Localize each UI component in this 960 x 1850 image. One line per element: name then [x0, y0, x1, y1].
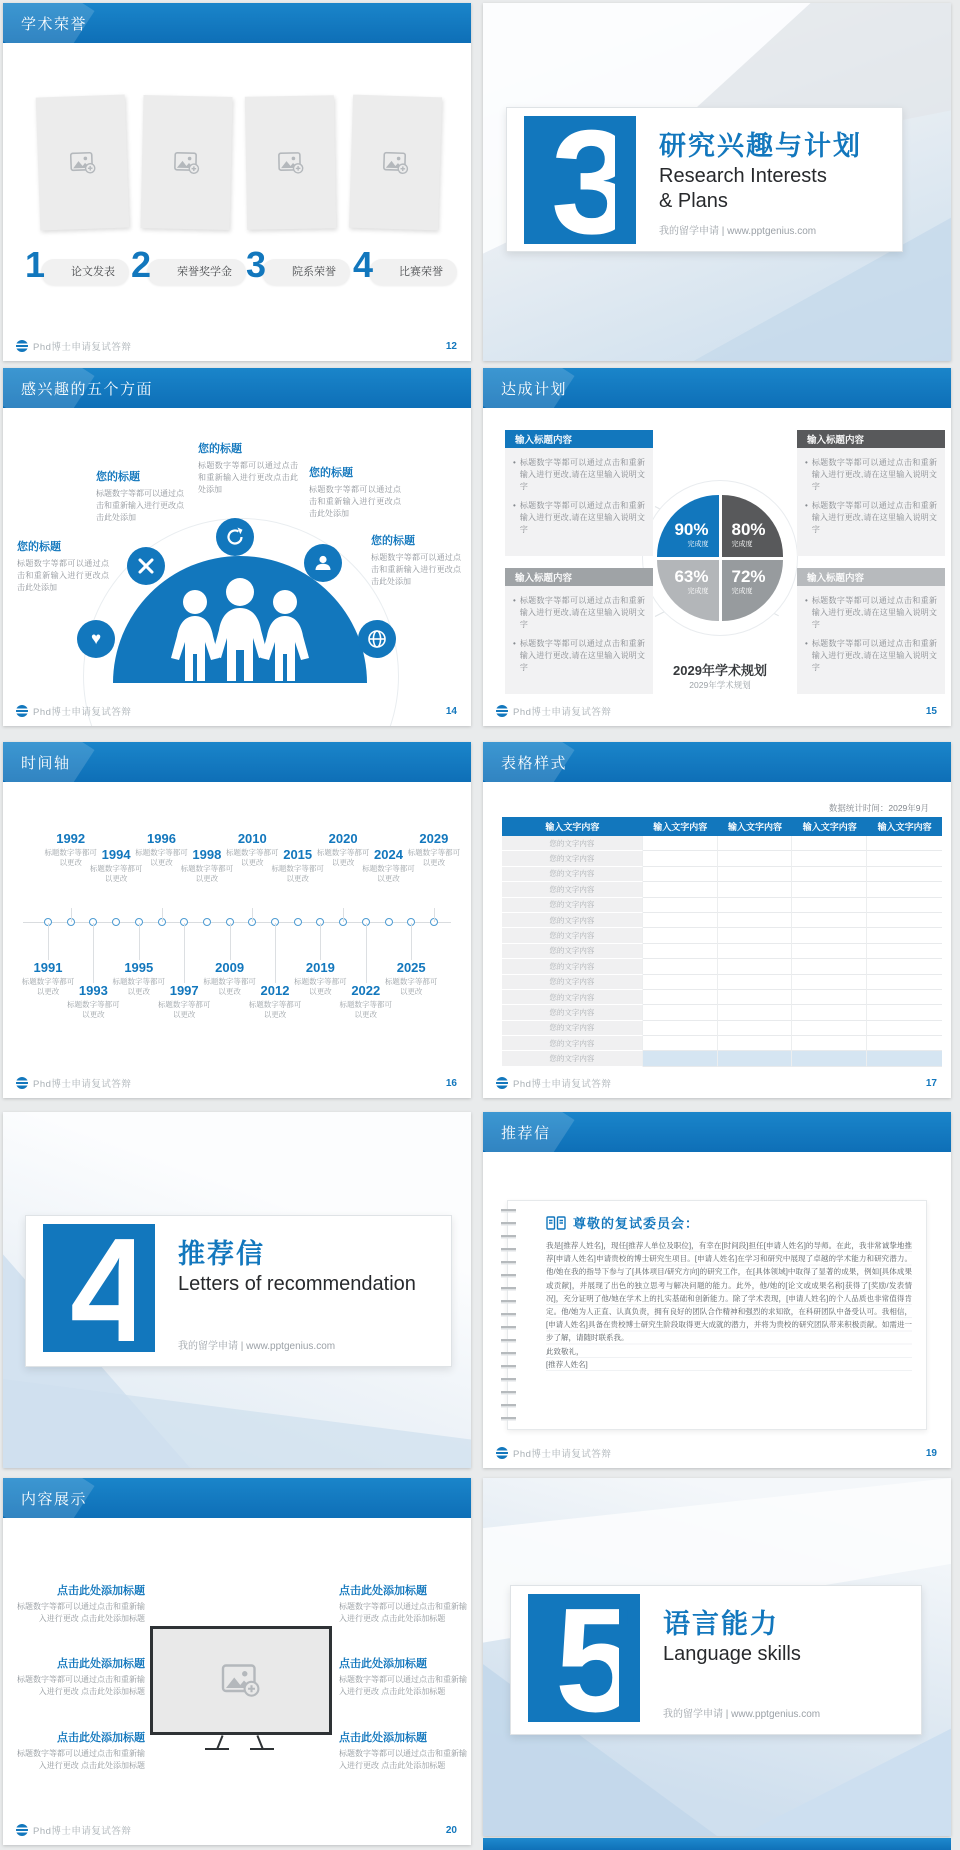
timeline-year: 2020 [328, 831, 358, 846]
timeline-caption: 标题数字等都可以更改 [180, 864, 234, 883]
slide-header-bar [483, 368, 951, 408]
aspect-block [309, 464, 401, 520]
section-title-en: Research Interests & Plans [659, 165, 827, 212]
table-cell [643, 944, 718, 959]
page-number: 20 [445, 1824, 457, 1836]
table-cell [643, 913, 718, 928]
table-cell [867, 851, 942, 866]
slide-header-bar [483, 1112, 951, 1152]
timeline-year: 1997 [169, 983, 199, 998]
plan-box-header: 输入标题内容 [797, 430, 945, 448]
slide-title: 内容展示 [21, 1490, 88, 1508]
table-cell [792, 959, 867, 974]
footer-brand: Phd博士申请复试答辩 [33, 1826, 132, 1837]
section-number: 3 [551, 100, 634, 265]
table-cell [792, 975, 867, 990]
slide-title: 感兴趣的五个方面 [21, 380, 154, 398]
table-row [502, 1051, 942, 1066]
table-cell [867, 959, 942, 974]
table-row [502, 1021, 942, 1036]
timeline-year: 2025 [396, 960, 426, 975]
timeline-caption: 标题数字等都可以更改 [362, 864, 415, 883]
timeline-year: 1994 [101, 847, 131, 862]
section-banner [25, 1208, 452, 1373]
section-banner [506, 100, 903, 265]
plan-box [505, 430, 653, 556]
plan-subcaption: 2029年学术规划 [689, 680, 751, 690]
table-cell [718, 1036, 793, 1051]
table-row [502, 928, 942, 943]
table-row [502, 882, 942, 897]
table-cell [718, 851, 793, 866]
table-cell-label: 您的文字内容 [502, 990, 643, 1005]
table-cell [718, 928, 793, 943]
brand-logo-icon [496, 1077, 508, 1089]
table-cell [718, 898, 793, 913]
section-title-en: Letters of recommendation [178, 1273, 416, 1295]
table-cell [643, 836, 718, 851]
section-title-cn: 研究兴趣与计划 [659, 131, 862, 161]
aspect-block [198, 440, 298, 496]
table-cell [718, 836, 793, 851]
aspect-title: 您的标题 [309, 467, 353, 479]
letter-body: 我是[推荐人姓名]，现任[推荐人单位及职位]，有幸在[时间段]担任[申请人姓名]的导师。在此，我非常诚挚地推荐[申请人姓名]申请贵校的博士研究生项目。[申请人姓名]在学习和研究中展现了卓越的学术能力和研究潜力。他/她在我的指导下参与了[具体项目/研究方向]的研究工作，在[具体领域]中取得了显著的成果，例如[具体成果或贡献]，并展现了出色的独立思考与解决问题的能力。此外，他/她的[论文或成果名称]获得了[奖励/发表情况]，充分证明了他/她在学术上的扎实基础和创新能力。除了学术表现，[申请人姓名]的个人品质也非常值得肯定。他/她为人正直、认真负责，拥有良好的团队合作精神和强烈的求知欲，在科研团队中备受认可。我相信，[申请人姓名]具备在贵校博士研究生阶段取得更大成就的潜力，并将为贵校的研究团队带来积极贡献。如需进一步了解，请随时联系我。 [546, 1241, 912, 1343]
footer-brand: Phd博士申请复试答辩 [513, 1079, 612, 1090]
photo-placeholder [245, 95, 336, 230]
table-row [502, 990, 942, 1005]
table-cell [867, 975, 942, 990]
timeline-caption: 标题数字等都可以更改 [112, 977, 166, 996]
slide-thumb-plan[interactable] [483, 368, 951, 726]
content-block: 点击此处添加标题 标题数字等都可以通过点击和重新输入进行更改 点击此处添加标题 [17, 1658, 145, 1696]
slide-footer [496, 1446, 937, 1460]
slide-title: 推荐信 [501, 1124, 551, 1142]
timeline-connector [366, 923, 367, 983]
aspect-block [17, 538, 109, 594]
add-image-icon [382, 151, 409, 174]
footer-brand: Phd博士申请复试答辩 [33, 342, 132, 353]
slide-footer [16, 1076, 457, 1090]
page-number: 15 [925, 705, 937, 717]
aspect-block [96, 468, 184, 524]
data-table [502, 817, 942, 1067]
section-number: 5 [555, 1578, 638, 1743]
brand-logo-icon [496, 1447, 508, 1459]
book-icon [546, 1216, 566, 1230]
table-cell-label: 您的文字内容 [502, 1005, 643, 1020]
table-cell [792, 867, 867, 882]
timeline-connector [320, 923, 321, 960]
honor-number: 3 [246, 244, 267, 285]
table-row [502, 1036, 942, 1051]
timeline-caption: 标题数字等都可以更改 [248, 1000, 302, 1019]
tv-stand [216, 1735, 223, 1749]
table-cell [718, 867, 793, 882]
timeline-year: 2009 [215, 960, 245, 975]
aspect-body: 标题数字等都可以通过点击和重新输入进行更改点击此处添加 [198, 461, 298, 494]
completion-pie [657, 495, 783, 621]
pie-slice: 72% 完成度 [722, 560, 784, 622]
brand-logo-icon [16, 1824, 28, 1836]
slide-title: 学术荣誉 [21, 15, 88, 33]
table-cell [643, 990, 718, 1005]
honor-number: 1 [25, 244, 46, 285]
refresh-icon [216, 518, 254, 556]
table-cell [643, 867, 718, 882]
honor-label: 论文发表 [41, 259, 129, 285]
timeline-canvas [3, 782, 471, 1098]
footer-brand: Phd博士申请复试答辩 [513, 707, 612, 718]
timeline-dot [294, 918, 302, 926]
timeline-connector [139, 923, 140, 960]
timeline-item [382, 961, 440, 996]
timeline-year: 2022 [351, 983, 381, 998]
plan-box-header: 输入标题内容 [505, 430, 653, 448]
timeline-connector [162, 908, 163, 922]
section-title-en: Language skills [663, 1643, 801, 1665]
aspect-title: 您的标题 [96, 471, 140, 483]
slide-footer [16, 1823, 457, 1837]
timeline-caption: 标题数字等都可以更改 [67, 1000, 120, 1019]
plan-box-body: • 标题数字等都可以通过点击和重新输入进行更改,请在这里输入说明文字 • 标题数字等都可以通过点击和重新输入进行更改,请在这里输入说明文字 [505, 586, 653, 694]
brand-logo-icon [496, 705, 508, 717]
page-number: 16 [445, 1077, 457, 1089]
table-cell [867, 944, 942, 959]
pie-slice: 90% 完成度 [657, 495, 719, 557]
timeline-caption: 标题数字等都可以更改 [316, 848, 370, 867]
table-row [502, 959, 942, 974]
add-image-icon [221, 1664, 261, 1697]
table-cell-label: 您的文字内容 [502, 1036, 643, 1051]
slide-title: 表格样式 [501, 754, 568, 772]
table-cell-label: 您的文字内容 [502, 898, 643, 913]
team-people-icon [155, 574, 325, 682]
tv-stand [205, 1748, 229, 1750]
timeline-year: 2024 [374, 847, 403, 862]
timeline-year: 2010 [237, 831, 267, 846]
aspect-body: 标题数字等都可以通过点击和重新输入进行更改点击此处添加 [371, 553, 461, 586]
table-cell [867, 1005, 942, 1020]
slide-thumb-timeline[interactable] [3, 742, 471, 1098]
aspect-title: 您的标题 [371, 535, 415, 547]
table-cell [718, 975, 793, 990]
slide-title: 达成计划 [501, 380, 568, 398]
table-cell [643, 1021, 718, 1036]
letter-signature: [推荐人姓名] [546, 1359, 588, 1369]
honor-label: 院系荣誉 [262, 259, 350, 285]
timeline-dot [203, 918, 211, 926]
table-cell [792, 898, 867, 913]
table-cell [718, 959, 793, 974]
photo-placeholder [141, 95, 233, 230]
table-cell [867, 836, 942, 851]
timeline-year: 2012 [260, 983, 290, 998]
timeline-caption: 标题数字等都可以更改 [135, 848, 188, 867]
aspect-title: 您的标题 [198, 443, 242, 455]
next-slide-header-peek [483, 1838, 951, 1850]
table-cell [718, 882, 793, 897]
section-tagline: 我的留学申请 | www.pptgenius.com [178, 1341, 336, 1352]
timeline-caption: 标题数字等都可以更改 [226, 848, 279, 867]
letter-heading [546, 1213, 699, 1232]
timeline-caption: 标题数字等都可以更改 [271, 864, 324, 883]
table-cell [718, 1021, 793, 1036]
table-cell-label: 您的文字内容 [502, 959, 643, 974]
aspect-body: 标题数字等都可以通过点击和重新输入进行更改点击此处添加 [309, 485, 401, 518]
table-cell [643, 975, 718, 990]
table-cell [792, 1051, 867, 1066]
table-cell [718, 1051, 793, 1066]
plan-box-header: 输入标题内容 [797, 568, 945, 586]
letter-closing: 此致敬礼， [546, 1346, 584, 1356]
slide-header-bar [483, 742, 951, 782]
content-block: 点击此处添加标题 标题数字等都可以通过点击和重新输入进行更改 点击此处添加标题 [339, 1658, 467, 1696]
page-number: 17 [925, 1077, 937, 1089]
table-row [502, 836, 942, 851]
tools-icon [127, 547, 165, 585]
slide-header-bar [3, 1478, 471, 1518]
table-row [502, 944, 942, 959]
timeline-dot [112, 918, 120, 926]
heart-icon: ♥ [77, 620, 115, 658]
table-cell [792, 990, 867, 1005]
timeline-caption: 标题数字等都可以更改 [407, 848, 461, 867]
slide-header-bar [3, 3, 471, 43]
table-cell [643, 959, 718, 974]
section-tagline: 我的留学申请 | www.pptgenius.com [659, 226, 817, 237]
timeline-year: 1995 [124, 960, 154, 975]
table-cell [643, 1036, 718, 1051]
aspect-body: 标题数字等都可以通过点击和重新输入进行更改点击此处添加 [17, 559, 109, 592]
table-row [502, 867, 942, 882]
slide-footer [496, 1076, 937, 1090]
brand-logo-icon [16, 340, 28, 352]
timeline-caption: 标题数字等都可以更改 [157, 1000, 211, 1019]
table-cell [718, 1005, 793, 1020]
slide-footer [16, 704, 457, 718]
plan-box [797, 430, 945, 556]
table-cell-label: 您的文字内容 [502, 851, 643, 866]
table-cell [643, 1051, 718, 1066]
timeline-connector [230, 923, 231, 960]
slide-thumb-section3[interactable] [483, 3, 951, 361]
plan-box-header: 输入标题内容 [505, 568, 653, 586]
table-row [502, 913, 942, 928]
table-cell-label: 您的文字内容 [502, 882, 643, 897]
table-cell [792, 928, 867, 943]
table-cell [792, 882, 867, 897]
slide-thumb-content[interactable] [3, 1478, 471, 1845]
table-cell [792, 944, 867, 959]
aspect-block [371, 532, 461, 588]
plan-box-body: • 标题数字等都可以通过点击和重新输入进行更改,请在这里输入说明文字 • 标题数字等都可以通过点击和重新输入进行更改,请在这里输入说明文字 [797, 586, 945, 694]
honor-number: 2 [131, 244, 152, 285]
slide-thumb-section4[interactable] [3, 1112, 471, 1468]
table-row [502, 1005, 942, 1020]
slide-thumb-aspects[interactable] [3, 368, 471, 726]
timeline-connector [184, 923, 185, 983]
plan-box [505, 568, 653, 694]
table-cell [792, 836, 867, 851]
timeline-year: 2015 [283, 847, 313, 862]
footer-brand: Phd博士申请复试答辩 [33, 707, 132, 718]
table-cell [643, 928, 718, 943]
pie-slice: 80% 完成度 [722, 495, 784, 557]
table-cell [718, 944, 793, 959]
tv-stand [256, 1735, 263, 1749]
timeline-connector [411, 923, 412, 960]
section-title-cn: 语言能力 [663, 1609, 779, 1639]
letter-salutation: 尊敬的复试委员会： [573, 1216, 700, 1231]
add-image-icon [173, 151, 199, 174]
timeline-connector [343, 908, 344, 922]
timeline-connector [434, 908, 435, 922]
brand-logo-icon [16, 705, 28, 717]
plan-box [797, 568, 945, 694]
photo-placeholder [349, 95, 442, 231]
plan-box-body: • 标题数字等都可以通过点击和重新输入进行更改,请在这里输入说明文字 • 标题数字等都可以通过点击和重新输入进行更改,请在这里输入说明文字 [797, 448, 945, 556]
timeline-caption: 标题数字等都可以更改 [294, 977, 347, 996]
timeline-connector [252, 908, 253, 922]
aspect-title: 您的标题 [17, 541, 61, 553]
table-cell [867, 913, 942, 928]
timeline-year: 1992 [56, 831, 86, 846]
table-cell [643, 851, 718, 866]
slide-thumb-letter[interactable] [483, 1112, 951, 1468]
timeline-connector [93, 923, 94, 983]
slide-header-bar [3, 742, 471, 782]
table-row [502, 851, 942, 866]
table-cell [792, 913, 867, 928]
timeline-year: 1993 [78, 983, 108, 998]
honor-label: 荣誉奖学金 [147, 259, 246, 285]
person-icon [304, 544, 342, 582]
slide-footer [16, 339, 457, 353]
table-cell [867, 882, 942, 897]
timeline-year: 1991 [33, 960, 63, 975]
timeline-year: 2029 [419, 831, 449, 846]
section-tagline: 我的留学申请 | www.pptgenius.com [663, 1709, 821, 1720]
table-cell-label: 您的文字内容 [502, 836, 643, 851]
content-block: 点击此处添加标题 标题数字等都可以通过点击和重新输入进行更改 点击此处添加标题 [17, 1732, 145, 1770]
table-cell [867, 928, 942, 943]
table-cell [718, 990, 793, 1005]
table-cell-label: 您的文字内容 [502, 1021, 643, 1036]
table-row [502, 898, 942, 913]
page-number: 14 [445, 705, 457, 717]
spiral-binding [501, 1209, 516, 1421]
page-number: 12 [445, 340, 457, 352]
add-image-icon [277, 151, 303, 173]
section-banner [510, 1578, 922, 1743]
table-cell [867, 898, 942, 913]
table-cell [867, 867, 942, 882]
timeline-caption: 标题数字等都可以更改 [89, 864, 143, 883]
plan-box-body: • 标题数字等都可以通过点击和重新输入进行更改,请在这里输入说明文字 • 标题数字等都可以通过点击和重新输入进行更改,请在这里输入说明文字 [505, 448, 653, 556]
table-cell-label: 您的文字内容 [502, 975, 643, 990]
table-cell [643, 1005, 718, 1020]
timeline-caption: 标题数字等都可以更改 [339, 1000, 393, 1019]
table-note: 数据统计时间：2029年9月 [828, 803, 929, 813]
slide-thumb-table[interactable] [483, 742, 951, 1098]
globe-icon [358, 620, 396, 658]
table-cell-label: 您的文字内容 [502, 913, 643, 928]
slide-thumb-section5[interactable] [483, 1478, 951, 1836]
add-image-icon [69, 151, 96, 174]
table-body [502, 836, 942, 1067]
content-block: 点击此处添加标题 标题数字等都可以通过点击和重新输入进行更改 点击此处添加标题 [339, 1585, 467, 1623]
table-cell [867, 1021, 942, 1036]
letter-text [546, 1239, 912, 1371]
content-block: 点击此处添加标题 标题数字等都可以通过点击和重新输入进行更改 点击此处添加标题 [339, 1732, 467, 1770]
pie-slice: 63% 完成度 [657, 560, 719, 622]
section-number: 4 [70, 1208, 153, 1373]
section-title-cn: 推荐信 [178, 1239, 265, 1269]
timeline-year: 2019 [305, 960, 335, 975]
content-block: 点击此处添加标题 标题数字等都可以通过点击和重新输入进行更改 点击此处添加标题 [17, 1585, 145, 1623]
timeline-caption: 标题数字等都可以更改 [21, 977, 75, 996]
table-cell-label: 您的文字内容 [502, 944, 643, 959]
timeline-connector [48, 923, 49, 960]
table-row [502, 975, 942, 990]
table-header-row: 输入文字内容 输入文字内容 输入文字内容 输入文字内容 输入文字内容 [502, 817, 942, 836]
table-cell-label: 您的文字内容 [502, 867, 643, 882]
tv-stand [250, 1748, 274, 1750]
letter-paper [507, 1200, 927, 1430]
slide-header-bar [3, 368, 471, 408]
tv-placeholder [150, 1626, 332, 1735]
table-cell [792, 1021, 867, 1036]
footer-brand: Phd博士申请复试答辩 [513, 1449, 612, 1460]
aspect-body: 标题数字等都可以通过点击和重新输入进行更改点击此处添加 [96, 489, 184, 522]
timeline-dot [385, 918, 393, 926]
honor-label: 比赛荣誉 [369, 259, 457, 285]
footer-brand: Phd博士申请复试答辩 [33, 1079, 132, 1090]
table-cell [792, 1005, 867, 1020]
honor-number: 4 [353, 244, 374, 285]
slide-footer [496, 704, 937, 718]
plan-caption: 2029年学术规划 [673, 663, 767, 678]
timeline-caption: 标题数字等都可以更改 [384, 977, 438, 996]
timeline-connector [275, 923, 276, 983]
table-cell [792, 1036, 867, 1051]
slide-title: 时间轴 [21, 754, 71, 772]
table-cell [792, 851, 867, 866]
timeline-connector [71, 908, 72, 922]
table-cell [718, 913, 793, 928]
timeline-caption: 标题数字等都可以更改 [44, 848, 97, 867]
table-cell-label: 您的文字内容 [502, 1051, 643, 1066]
table-cell [867, 1051, 942, 1066]
timeline-year: 1996 [147, 831, 176, 846]
timeline-item [405, 832, 463, 867]
brand-logo-icon [16, 1077, 28, 1089]
photo-placeholder [36, 94, 130, 230]
slide-thumb-honors[interactable] [3, 3, 471, 361]
timeline-caption: 标题数字等都可以更改 [203, 977, 256, 996]
table-cell [643, 882, 718, 897]
table-cell [867, 1036, 942, 1051]
table-cell [643, 898, 718, 913]
page-number: 19 [925, 1447, 937, 1459]
table-cell [867, 990, 942, 1005]
table-cell-label: 您的文字内容 [502, 928, 643, 943]
timeline-year: 1998 [192, 847, 222, 862]
